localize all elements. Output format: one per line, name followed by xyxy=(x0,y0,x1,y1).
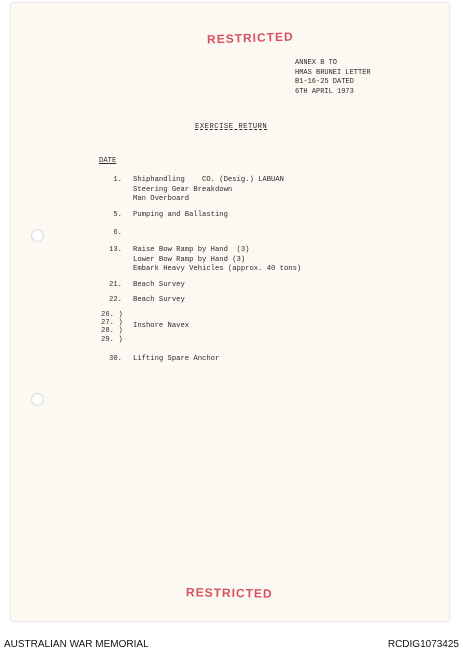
document-title: EXERCISE RETURN xyxy=(195,123,268,131)
entry-date: 30. xyxy=(109,355,122,363)
entry-date: 21. xyxy=(109,281,122,289)
brace-date-group: 26. ) 27. ) 28. ) 29. ) xyxy=(92,311,123,344)
activity-line: Embark Heavy Vehicles (approx. 40 tons) xyxy=(133,265,302,274)
restricted-stamp-top: RESTRICTED xyxy=(206,29,294,47)
entry-date: 6. xyxy=(113,229,122,237)
activity-line: Lifting Spare Anchor xyxy=(133,355,220,363)
archive-footer xyxy=(0,634,463,654)
activity-line: Beach Survey xyxy=(133,296,185,304)
entry-activities xyxy=(133,281,185,291)
restricted-stamp-bottom: RESTRICTED xyxy=(185,585,273,601)
activity-line: Raise Bow Ramp by Hand (3) xyxy=(133,246,250,254)
brace-group-activity: Inshore Navex xyxy=(133,322,190,330)
date-column-header: DATE xyxy=(99,157,117,165)
annex-line: 6TH APRIL 1973 xyxy=(295,87,354,96)
entry-date: 22. xyxy=(109,296,122,304)
activity-line: Pumping and Ballasting xyxy=(133,211,228,219)
entry-date: 27. xyxy=(101,319,114,328)
activity-line: Man Overboard xyxy=(133,195,190,204)
entry-activities xyxy=(133,211,228,221)
entry-date: 13. xyxy=(109,246,122,254)
activity-line: Steering Gear Breakdown xyxy=(133,185,233,194)
annex-reference xyxy=(295,59,371,97)
entry-activities xyxy=(133,296,185,306)
punch-hole-lower xyxy=(31,393,44,406)
activity-line: Lower Bow Ramp by Hand (3) xyxy=(133,255,246,264)
punch-hole-upper xyxy=(31,229,44,242)
entry-activities xyxy=(133,355,219,365)
archive-name: AUSTRALIAN WAR MEMORIAL xyxy=(4,639,149,650)
annex-line: ANNEX B TO xyxy=(295,59,338,67)
entry-activities xyxy=(133,246,301,275)
document-page xyxy=(11,3,449,621)
entry-date: 26. xyxy=(101,311,114,319)
entry-date: 5. xyxy=(113,211,122,219)
entry-date: 29. xyxy=(101,335,114,344)
entry-activities xyxy=(133,176,284,205)
activity-line: Shiphandling CO. (Desig.) LABUAN xyxy=(133,176,284,184)
entry-date: 28. xyxy=(101,327,114,336)
entry-date: 1. xyxy=(113,176,122,184)
archive-id: RCDIG1073425 xyxy=(387,639,459,650)
annex-line: B1-16-25 DATED xyxy=(295,78,354,86)
activity-line: Beach Survey xyxy=(133,281,185,289)
annex-line: HMAS BRUNEI LETTER xyxy=(295,68,371,77)
